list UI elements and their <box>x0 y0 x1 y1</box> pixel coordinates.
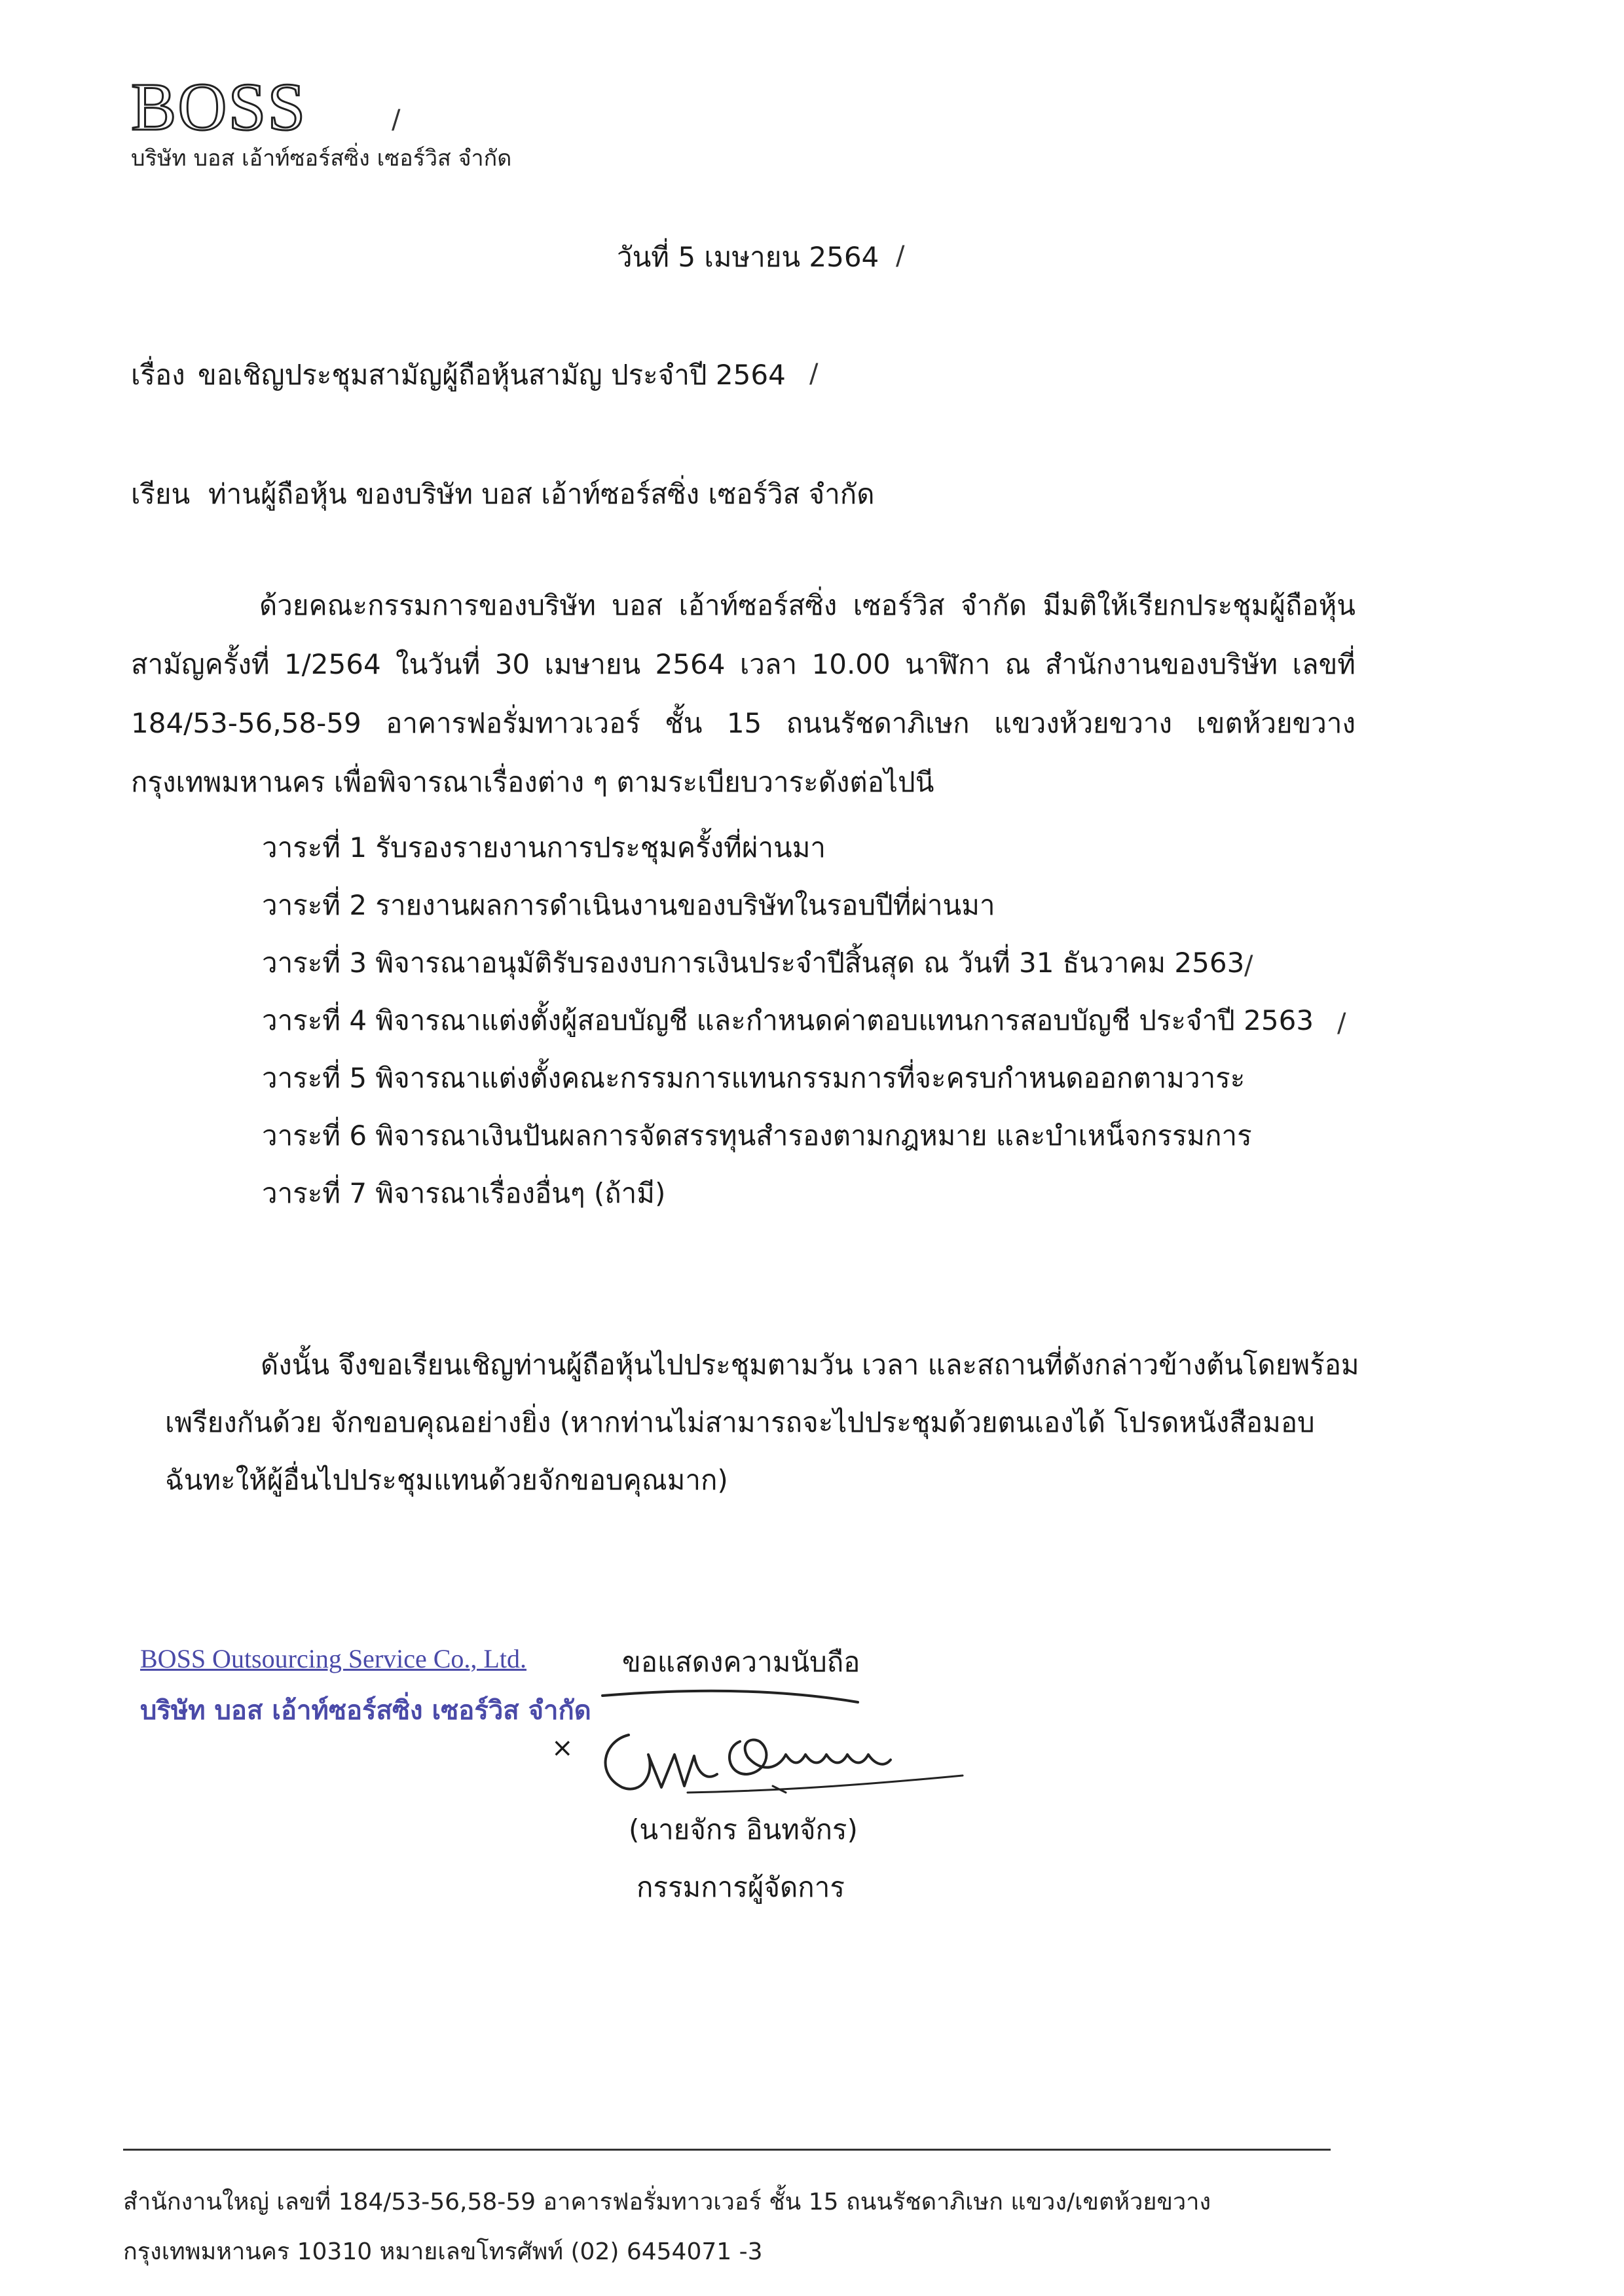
footer-address-line-1: สำนักงานใหญ่ เลขที่ 184/53-56,58-59 อาคารฟอรั่มทาวเวอร์ ชั้น 15 ถนนรัชดาภิเษก แขวง/เขตห้วยขวาง <box>123 2189 1211 2215</box>
agenda-item-3: วาระที่ 3 พิจารณาอนุมัติรับรองงบการเงินประจำปีสิ้นสุด ณ วันที่ 31 ธันวาคม 2563 <box>262 947 1245 979</box>
closing-line-3: ฉันทะให้ผู้อื่นไปประชุมแทนด้วยจักขอบคุณมาก) <box>165 1464 728 1496</box>
subject-label: เรื่อง <box>131 359 185 391</box>
closing-line-1: ดังนั้น จึงขอเรียนเชิญท่านผู้ถือหุ้นไปประชุมตามวัน เวลา และสถานที่ดังกล่าวข้างต้นโดยพร้อม <box>261 1349 1359 1381</box>
agenda-item-2: วาระที่ 2 รายงานผลการดำเนินงานของบริษัทในรอบปีที่ผ่านมา <box>262 889 995 921</box>
pen-tick-mark: / <box>896 241 905 271</box>
footer-address-line-2: กรุงเทพมหานคร 10310 หมายเลขโทรศัพท์ (02) 6454071 -3 <box>123 2238 763 2265</box>
agenda-item-4: วาระที่ 4 พิจารณาแต่งตั้งผู้สอบบัญชี และกำหนดค่าตอบแทนการสอบบัญชี ประจำปี 2563 <box>262 1004 1314 1036</box>
pen-tick-mark: / <box>809 359 819 389</box>
addressee-label: เรียน <box>131 478 191 510</box>
agenda-item-1: วาระที่ 1 รับรองรายงานการประชุมครั้งที่ผ่านมา <box>262 831 826 864</box>
body-paragraph: ด้วยคณะกรรมการของบริษัท บอส เอ้าท์ซอร์สซิ่ง เซอร์วิส จำกัด มีมติให้เรียกประชุมผู้ถือหุ้นสามัญครั้งที่ 1/2564 ในวันที่ 30 เมษายน 2564 เวลา 10.00 นาฬิกา ณ สำนักงานของบริษัท เลขที่ 184/53-56,58-59 อาคารฟอรั่มทาวเวอร์ ชั้น 15 ถนนรัชดาภิเษก แขวงห้วยขวาง เขตห้วยขวาง กรุงเทพมหานคร เพื่อพิจารณาเรื่องต่าง ๆ ตามระเบียบวาระดังต่อไปนี <box>131 589 1356 798</box>
agenda-item-5: วาระที่ 5 พิจารณาแต่งตั้งคณะกรรมการแทนกรรมการที่จะครบกำหนดออกตามวาระ <box>262 1062 1246 1094</box>
pen-tick-mark: / <box>392 105 401 135</box>
signatory-name: (นายจักร อินทจักร) <box>629 1813 858 1846</box>
company-name-thai: บริษัท บอส เอ้าท์ซอร์สซิ่ง เซอร์วิส จำกัด <box>131 145 512 172</box>
subject-text: ขอเชิญประชุมสามัญผู้ถือหุ้นสามัญ ประจำปี 2564 <box>198 359 786 391</box>
pen-tick-mark: / <box>1244 951 1253 981</box>
company-logo: BOSS <box>131 69 307 145</box>
pen-tick-mark: / <box>1337 1008 1346 1038</box>
agenda-item-6: วาระที่ 6 พิจารณาเงินปันผลการจัดสรรทุนสำรองตามกฎหมาย และบำเหน็จกรรมการ <box>262 1120 1252 1152</box>
footer-divider <box>123 2149 1331 2151</box>
agenda-item-7: วาระที่ 7 พิจารณาเรื่องอื่นๆ (ถ้ามี) <box>262 1177 666 1209</box>
salutation: ขอแสดงความนับถือ <box>622 1646 860 1678</box>
signature-image <box>576 1676 982 1807</box>
company-stamp-english: BOSS Outsourcing Service Co., Ltd. <box>140 1644 526 1673</box>
company-stamp-thai: บริษัท บอส เอ้าท์ซอร์สซิ่ง เซอร์วิส จำกัด <box>140 1696 591 1726</box>
signature-x-mark: × <box>551 1733 574 1763</box>
addressee-text: ท่านผู้ถือหุ้น ของบริษัท บอส เอ้าท์ซอร์สซิ่ง เซอร์วิส จำกัด <box>208 478 875 510</box>
date-line: วันที่ 5 เมษายน 2564 <box>617 241 879 273</box>
signatory-title: กรรมการผู้จัดการ <box>637 1871 845 1903</box>
closing-line-2: เพรียงกันด้วย จักขอบคุณอย่างยิ่ง (หากท่านไม่สามารถจะไปประชุมด้วยตนเองได้ โปรดหนังสือมอบ <box>165 1406 1315 1438</box>
